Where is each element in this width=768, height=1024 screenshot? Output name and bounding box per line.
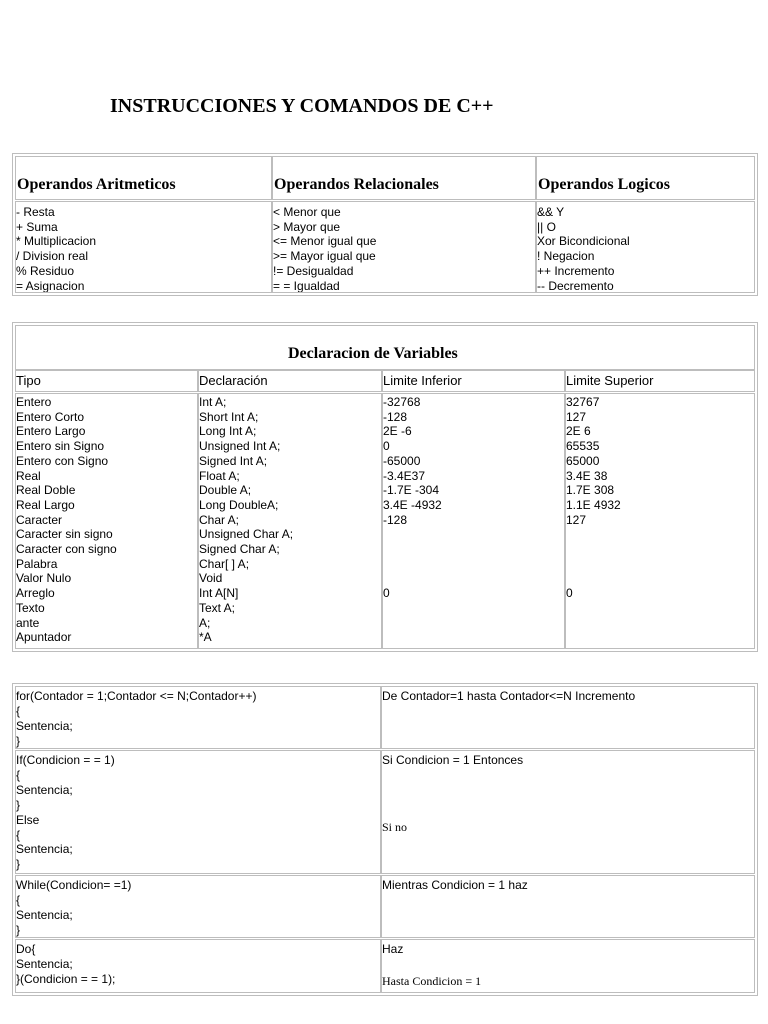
variable-cell: -128	[383, 512, 408, 527]
variable-cell: *A	[199, 630, 212, 645]
operator-item: || O	[537, 219, 556, 234]
variable-cell: -65000	[383, 453, 421, 468]
variable-cell	[383, 615, 442, 630]
variables-values	[566, 395, 621, 645]
variable-cell: Int A[N]	[199, 586, 239, 601]
control-code-while	[15, 875, 381, 938]
variable-cell: 0	[383, 586, 390, 601]
variable-cell: Long Int A;	[199, 424, 257, 439]
operator-list	[16, 205, 96, 293]
variable-cell: Entero con Signo	[16, 453, 109, 468]
variable-cell: Real	[16, 468, 41, 483]
operator-item: >= Mayor igual que	[273, 249, 376, 264]
variable-cell: ante	[16, 615, 40, 630]
operators-header-logicos	[536, 156, 755, 200]
operator-item: > Mayor que	[273, 219, 341, 234]
operator-item: + Suma	[16, 219, 58, 234]
variables-col-header-declaracion	[198, 370, 382, 392]
variable-cell: Entero sin Signo	[16, 439, 105, 454]
variable-cell: Char[ ] A;	[199, 556, 250, 571]
description-until: Hasta Condicion = 1	[382, 974, 482, 988]
variables-values	[199, 395, 293, 645]
operator-item: - Resta	[16, 205, 55, 219]
variable-cell	[383, 630, 442, 645]
code-block: for(Contador = 1;Contador <= N;Contador++) { Sentencia; }	[16, 689, 257, 748]
variables-col-inferior	[382, 393, 565, 649]
operators-heading: Operandos Logicos	[538, 176, 671, 193]
variable-cell: Char A;	[199, 512, 240, 527]
operator-item: ! Negacion	[537, 249, 595, 264]
variable-cell	[383, 542, 442, 557]
variable-cell: Unsigned Char A;	[199, 527, 294, 542]
variables-heading: Declaracion de Variables	[288, 345, 458, 362]
variable-cell: 2E -6	[383, 424, 412, 439]
variable-cell: 127	[566, 409, 587, 424]
control-desc-while	[381, 875, 755, 938]
variable-cell: -3.4E37	[383, 468, 426, 483]
variable-cell: Float A;	[199, 468, 240, 483]
variables-col-superior	[565, 393, 755, 649]
variable-cell: Real Largo	[16, 497, 75, 512]
variable-cell: Texto	[16, 600, 45, 615]
column-header: Limite Inferior	[383, 373, 462, 388]
operator-list	[273, 205, 376, 293]
variables-values	[383, 395, 442, 645]
variable-cell: Arreglo	[16, 586, 55, 601]
variable-cell: -128	[383, 409, 408, 424]
code-block: If(Condicion = = 1) { Sentencia; } Else { Sentencia; }	[16, 753, 115, 872]
variable-cell	[566, 630, 621, 645]
variable-cell	[383, 571, 442, 586]
description: Haz	[382, 942, 404, 956]
variable-cell: Double A;	[199, 483, 252, 498]
variable-cell: 3.4E -4932	[383, 497, 442, 512]
control-table	[12, 683, 758, 996]
operator-item: < Menor que	[273, 205, 341, 219]
variable-cell: 0	[383, 439, 390, 454]
operator-item: % Residuo	[16, 263, 75, 278]
variable-cell	[566, 571, 621, 586]
variable-cell: Caracter	[16, 512, 63, 527]
variable-cell	[383, 527, 442, 542]
operators-table	[12, 153, 758, 296]
operators-list-aritmeticos	[15, 201, 272, 293]
variable-cell: Apuntador	[16, 630, 72, 645]
variable-cell	[566, 615, 621, 630]
code-block: While(Condicion= =1) { Sentencia; }	[16, 878, 132, 937]
variable-cell: 65535	[566, 439, 600, 454]
column-header: Declaración	[199, 373, 268, 388]
control-code-do	[15, 939, 381, 993]
control-desc-do	[381, 939, 755, 993]
variable-cell: 0	[566, 586, 573, 601]
operators-list-logicos	[536, 201, 755, 293]
variable-cell	[566, 527, 621, 542]
variables-col-header-inferior	[382, 370, 565, 392]
variable-cell: Void	[199, 571, 223, 586]
variable-cell: A;	[199, 615, 211, 630]
operator-item: -- Decremento	[537, 278, 614, 293]
operators-header-aritmeticos	[15, 156, 272, 200]
variables-col-header-tipo	[15, 370, 198, 392]
column-header: Tipo	[16, 373, 41, 388]
control-code-if	[15, 750, 381, 874]
variables-col-header-superior	[565, 370, 755, 392]
variable-cell: Entero Largo	[16, 424, 86, 439]
variable-cell: Signed Int A;	[199, 453, 268, 468]
variable-cell: Caracter con signo	[16, 542, 117, 557]
operator-item: Xor Bicondicional	[537, 234, 630, 249]
variable-cell	[383, 557, 442, 572]
variable-cell: 3.4E 38	[566, 468, 608, 483]
operator-list	[537, 205, 630, 293]
variable-cell: Valor Nulo	[16, 571, 72, 586]
column-header: Limite Superior	[566, 373, 654, 388]
operator-item: <= Menor igual que	[273, 234, 377, 249]
operator-item: * Multiplicacion	[16, 234, 97, 249]
variable-cell: Long DoubleA;	[199, 497, 279, 512]
variable-cell	[383, 601, 442, 616]
variable-cell: Int A;	[199, 395, 227, 409]
operator-item: ++ Incremento	[537, 263, 615, 278]
operator-item: = = Igualdad	[273, 278, 340, 293]
operators-heading: Operandos Aritmeticos	[17, 176, 176, 193]
control-desc-for	[381, 686, 755, 749]
description-else: Si no	[382, 820, 408, 834]
variable-cell: 1.7E 308	[566, 483, 615, 498]
variable-cell	[566, 557, 621, 572]
operators-list-relacionales	[272, 201, 536, 293]
operator-item: != Desigualdad	[273, 263, 354, 278]
variable-cell: 2E 6	[566, 424, 591, 439]
variable-cell: Text A;	[199, 600, 236, 615]
variable-cell	[566, 542, 621, 557]
description: Si Condicion = 1 Entonces	[382, 753, 524, 767]
variables-heading-cell	[15, 325, 755, 370]
control-desc-if	[381, 750, 755, 874]
variable-cell: 127	[566, 512, 587, 527]
variable-cell: Entero Corto	[16, 409, 85, 424]
code-block: Do{ Sentencia; }(Condicion = = 1);	[16, 942, 116, 986]
control-code-for	[15, 686, 381, 749]
variables-col-tipo	[15, 393, 198, 649]
variable-cell: Entero	[16, 395, 52, 409]
variable-cell: 32767	[566, 395, 600, 409]
variable-cell: -32768	[383, 395, 421, 409]
page-title: INSTRUCCIONES Y COMANDOS DE C++	[110, 95, 494, 117]
variable-cell: Real Doble	[16, 483, 76, 498]
operator-item: && Y	[537, 205, 565, 219]
variables-col-declaracion	[198, 393, 382, 649]
operators-heading: Operandos Relacionales	[274, 176, 439, 193]
variable-cell: -1.7E -304	[383, 483, 440, 498]
variable-cell: Palabra	[16, 556, 58, 571]
variables-table	[12, 322, 758, 652]
variable-cell: 1.1E 4932	[566, 497, 621, 512]
variable-cell: 65000	[566, 453, 600, 468]
variables-values	[16, 395, 117, 645]
variable-cell: Caracter sin signo	[16, 527, 113, 542]
variable-cell: Short Int A;	[199, 409, 259, 424]
description: De Contador=1 hasta Contador<=N Incremento	[382, 689, 636, 703]
variable-cell: Unsigned Int A;	[199, 439, 281, 454]
description: Mientras Condicion = 1 haz	[382, 878, 528, 892]
variable-cell: Signed Char A;	[199, 542, 280, 557]
operators-header-relacionales	[272, 156, 536, 200]
operator-item: = Asignacion	[16, 278, 85, 293]
variable-cell	[566, 601, 621, 616]
operator-item: / Division real	[16, 249, 89, 264]
